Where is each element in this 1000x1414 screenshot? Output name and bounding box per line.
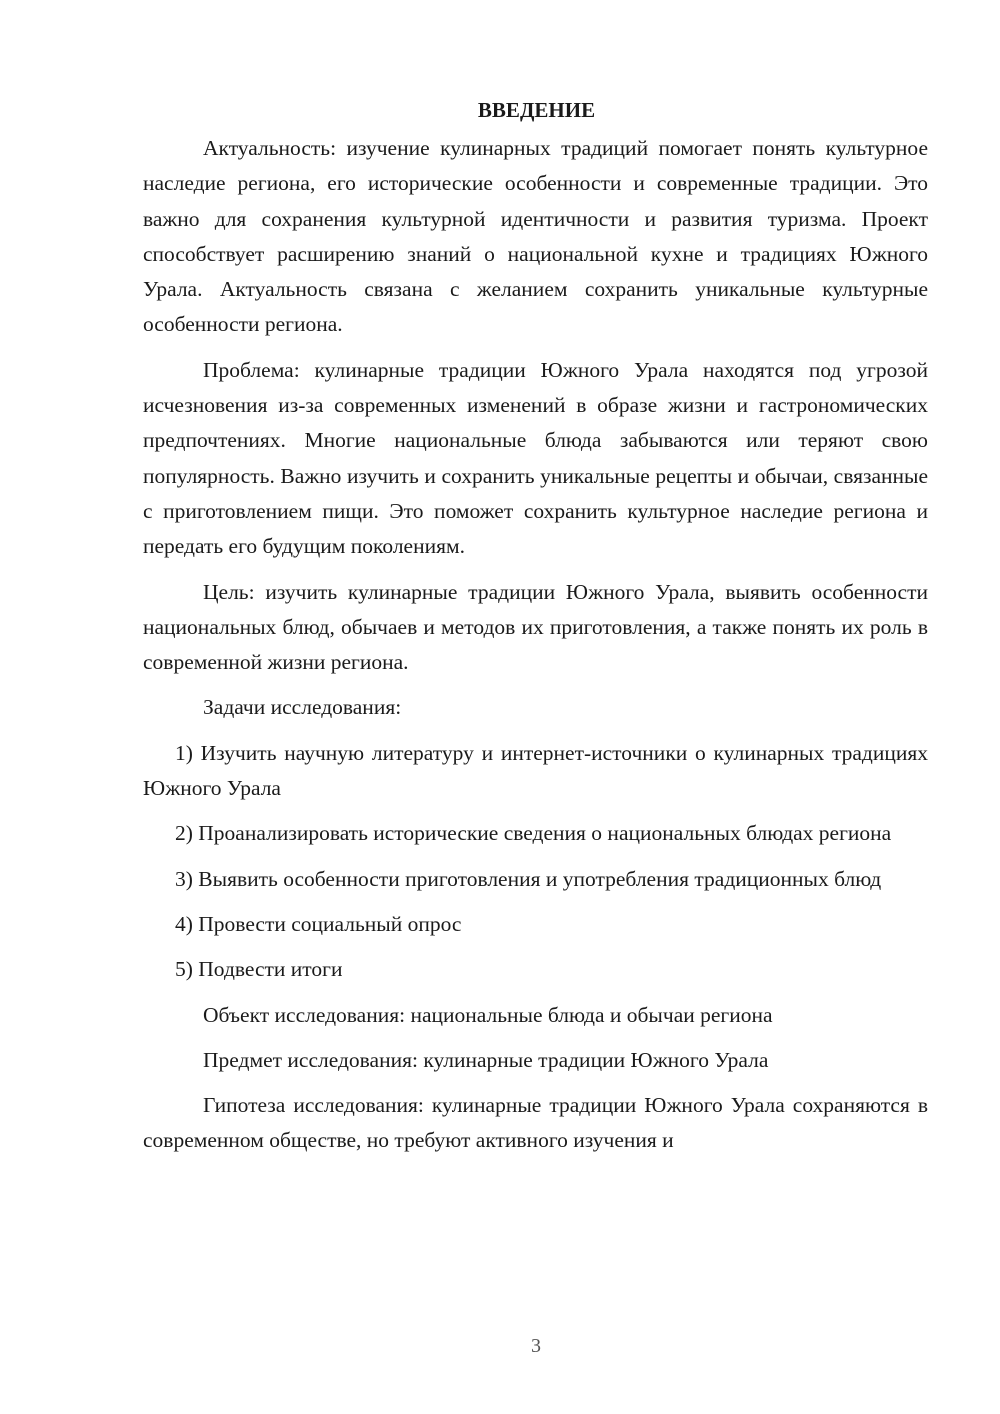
goal-paragraph: Цель: изучить кулинарные традиции Южного Урала, выявить особенности национальных блюд, обычаев и методов их приготовления, а также понять их роль в современной жизни региона. xyxy=(143,579,928,675)
section-title: ВВЕДЕНИЕ xyxy=(477,98,596,122)
task-item-4: 4) Провести социальный опрос xyxy=(175,911,462,936)
subject-paragraph: Предмет исследования: кулинарные традиции Южного Урала xyxy=(203,1047,769,1072)
task-item-3: 3) Выявить особенности приготовления и употребления традиционных блюд xyxy=(175,866,882,891)
object-paragraph: Объект исследования: национальные блюда и обычаи региона xyxy=(203,1002,773,1027)
task-item-5: 5) Подвести итоги xyxy=(175,957,343,982)
problem-paragraph: Проблема: кулинарные традиции Южного Урала находятся под угрозой исчезновения из-за современных изменений в образе жизни и гастрономических предпочтениях. Многие национальные блюда забываются или теряют свою популярность. Важно изучить и сохранить уникальные рецепты и обычаи, связанные с приготовлением пищи. Это поможет сохранить культурное наследие региона и передать его будущим поколениям. xyxy=(143,357,928,559)
task-item-2: 2) Проанализировать исторические сведения о национальных блюдах региона xyxy=(175,821,892,846)
tasks-heading: Задачи исследования: xyxy=(203,695,402,720)
page-number: 3 xyxy=(531,1335,541,1357)
relevance-paragraph: Актуальность: изучение кулинарных традиций помогает понять культурное наследие региона, его исторические особенности и современные традиции. Это важно для сохранения культурной идентичности и развития туризма. Проект способствует расширению знаний о национальной кухне и традициях Южного Урала. Актуальность связана с желанием сохранить уникальные культурные особенности региона. xyxy=(143,136,928,337)
page-content xyxy=(143,93,928,1159)
task-item-1: 1) Изучить научную литературу и интернет-источники о кулинарных традициях Южного Урала xyxy=(143,740,928,801)
hypothesis-paragraph: Гипотеза исследования: кулинарные традиции Южного Урала сохраняются в современном обществе, но требуют активного изучения и xyxy=(143,1093,928,1153)
